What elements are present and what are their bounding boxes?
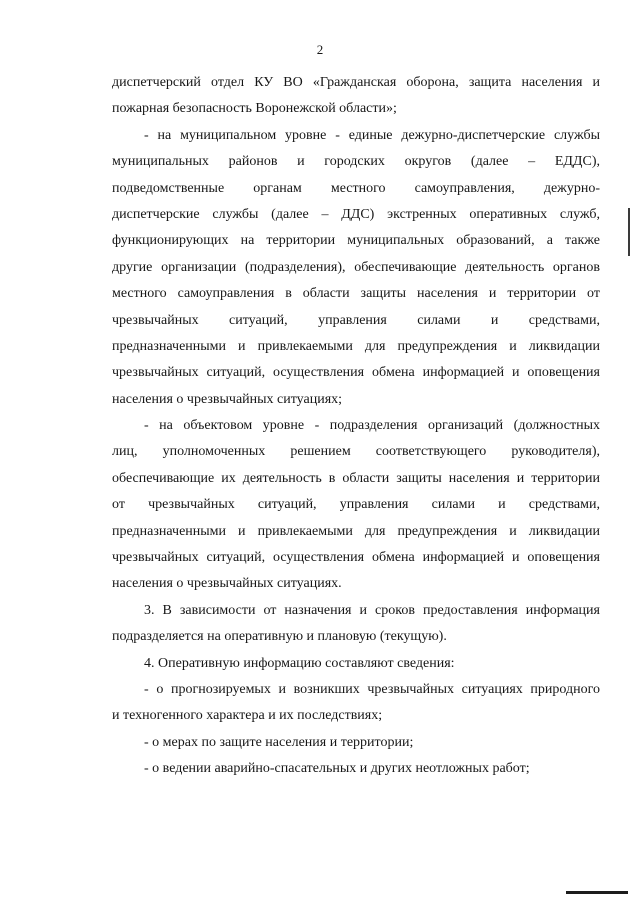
document-body [112, 70, 600, 783]
text-line: - о прогнозируемых и возникших чрезвычайных ситуациях природного [144, 681, 600, 697]
text-line: - о мерах по защите населения и территории; [144, 734, 414, 750]
text-line: обеспечивающие их деятельность в области защиты населения и территории [112, 470, 600, 486]
text-line: диспетчерский отдел КУ ВО «Гражданская оборона, защита населения и [112, 75, 600, 90]
text-line: - на муниципальном уровне - единые дежурно-диспетчерские службы [144, 127, 600, 143]
text-line: и техногенного характера и их последствиях; [112, 708, 383, 724]
text-line: 3. В зависимости от назначения и сроков предоставления информация [144, 602, 600, 618]
text-line: чрезвычайных ситуаций, осуществления обмена информацией и оповещения [112, 550, 600, 566]
text-line: - о ведении аварийно-спасательных и других неотложных работ; [144, 761, 530, 777]
text-line: чрезвычайных ситуаций, управления силами и средствами, [112, 312, 600, 328]
page-number: 2 [316, 42, 324, 57]
text-line: - на объектовом уровне - подразделения организаций (должностных [144, 418, 600, 434]
text-line: лиц, уполномоченных решением соответствующего руководителя), [112, 444, 600, 460]
text-line: подразделяется на оперативную и плановую (текущую). [112, 629, 447, 645]
text-line: 4. Оперативную информацию составляют сведения: [144, 655, 455, 671]
text-line: подведомственные органам местного самоуправления, дежурно- [112, 180, 600, 196]
text-line: предназначенными и привлекаемыми для предупреждения и ликвидации [112, 338, 600, 354]
text-line: населения о чрезвычайных ситуациях. [112, 576, 342, 592]
text-line: предназначенными и привлекаемыми для предупреждения и ликвидации [112, 523, 600, 539]
text-line: диспетчерские службы (далее – ДДС) экстренных оперативных служб, [112, 206, 600, 222]
text-line: другие организации (подразделения), обеспечивающие деятельность органов [112, 259, 600, 275]
scan-edge-mark [628, 208, 630, 256]
text-line: чрезвычайных ситуаций, осуществления обмена информацией и оповещения [112, 365, 600, 381]
text-line: пожарная безопасность Воронежской области»; [112, 101, 397, 117]
text-line: функционирующих на территории муниципальных образований, а также [112, 233, 600, 249]
text-line: населения о чрезвычайных ситуациях; [112, 391, 343, 407]
text-line: местного самоуправления в области защиты населения и территории от [112, 286, 600, 302]
text-line: муниципальных районов и городских округов (далее – ЕДДС), [112, 154, 600, 170]
scan-bottom-mark [566, 891, 628, 894]
text-line: от чрезвычайных ситуаций, управления силами и средствами, [112, 497, 600, 513]
